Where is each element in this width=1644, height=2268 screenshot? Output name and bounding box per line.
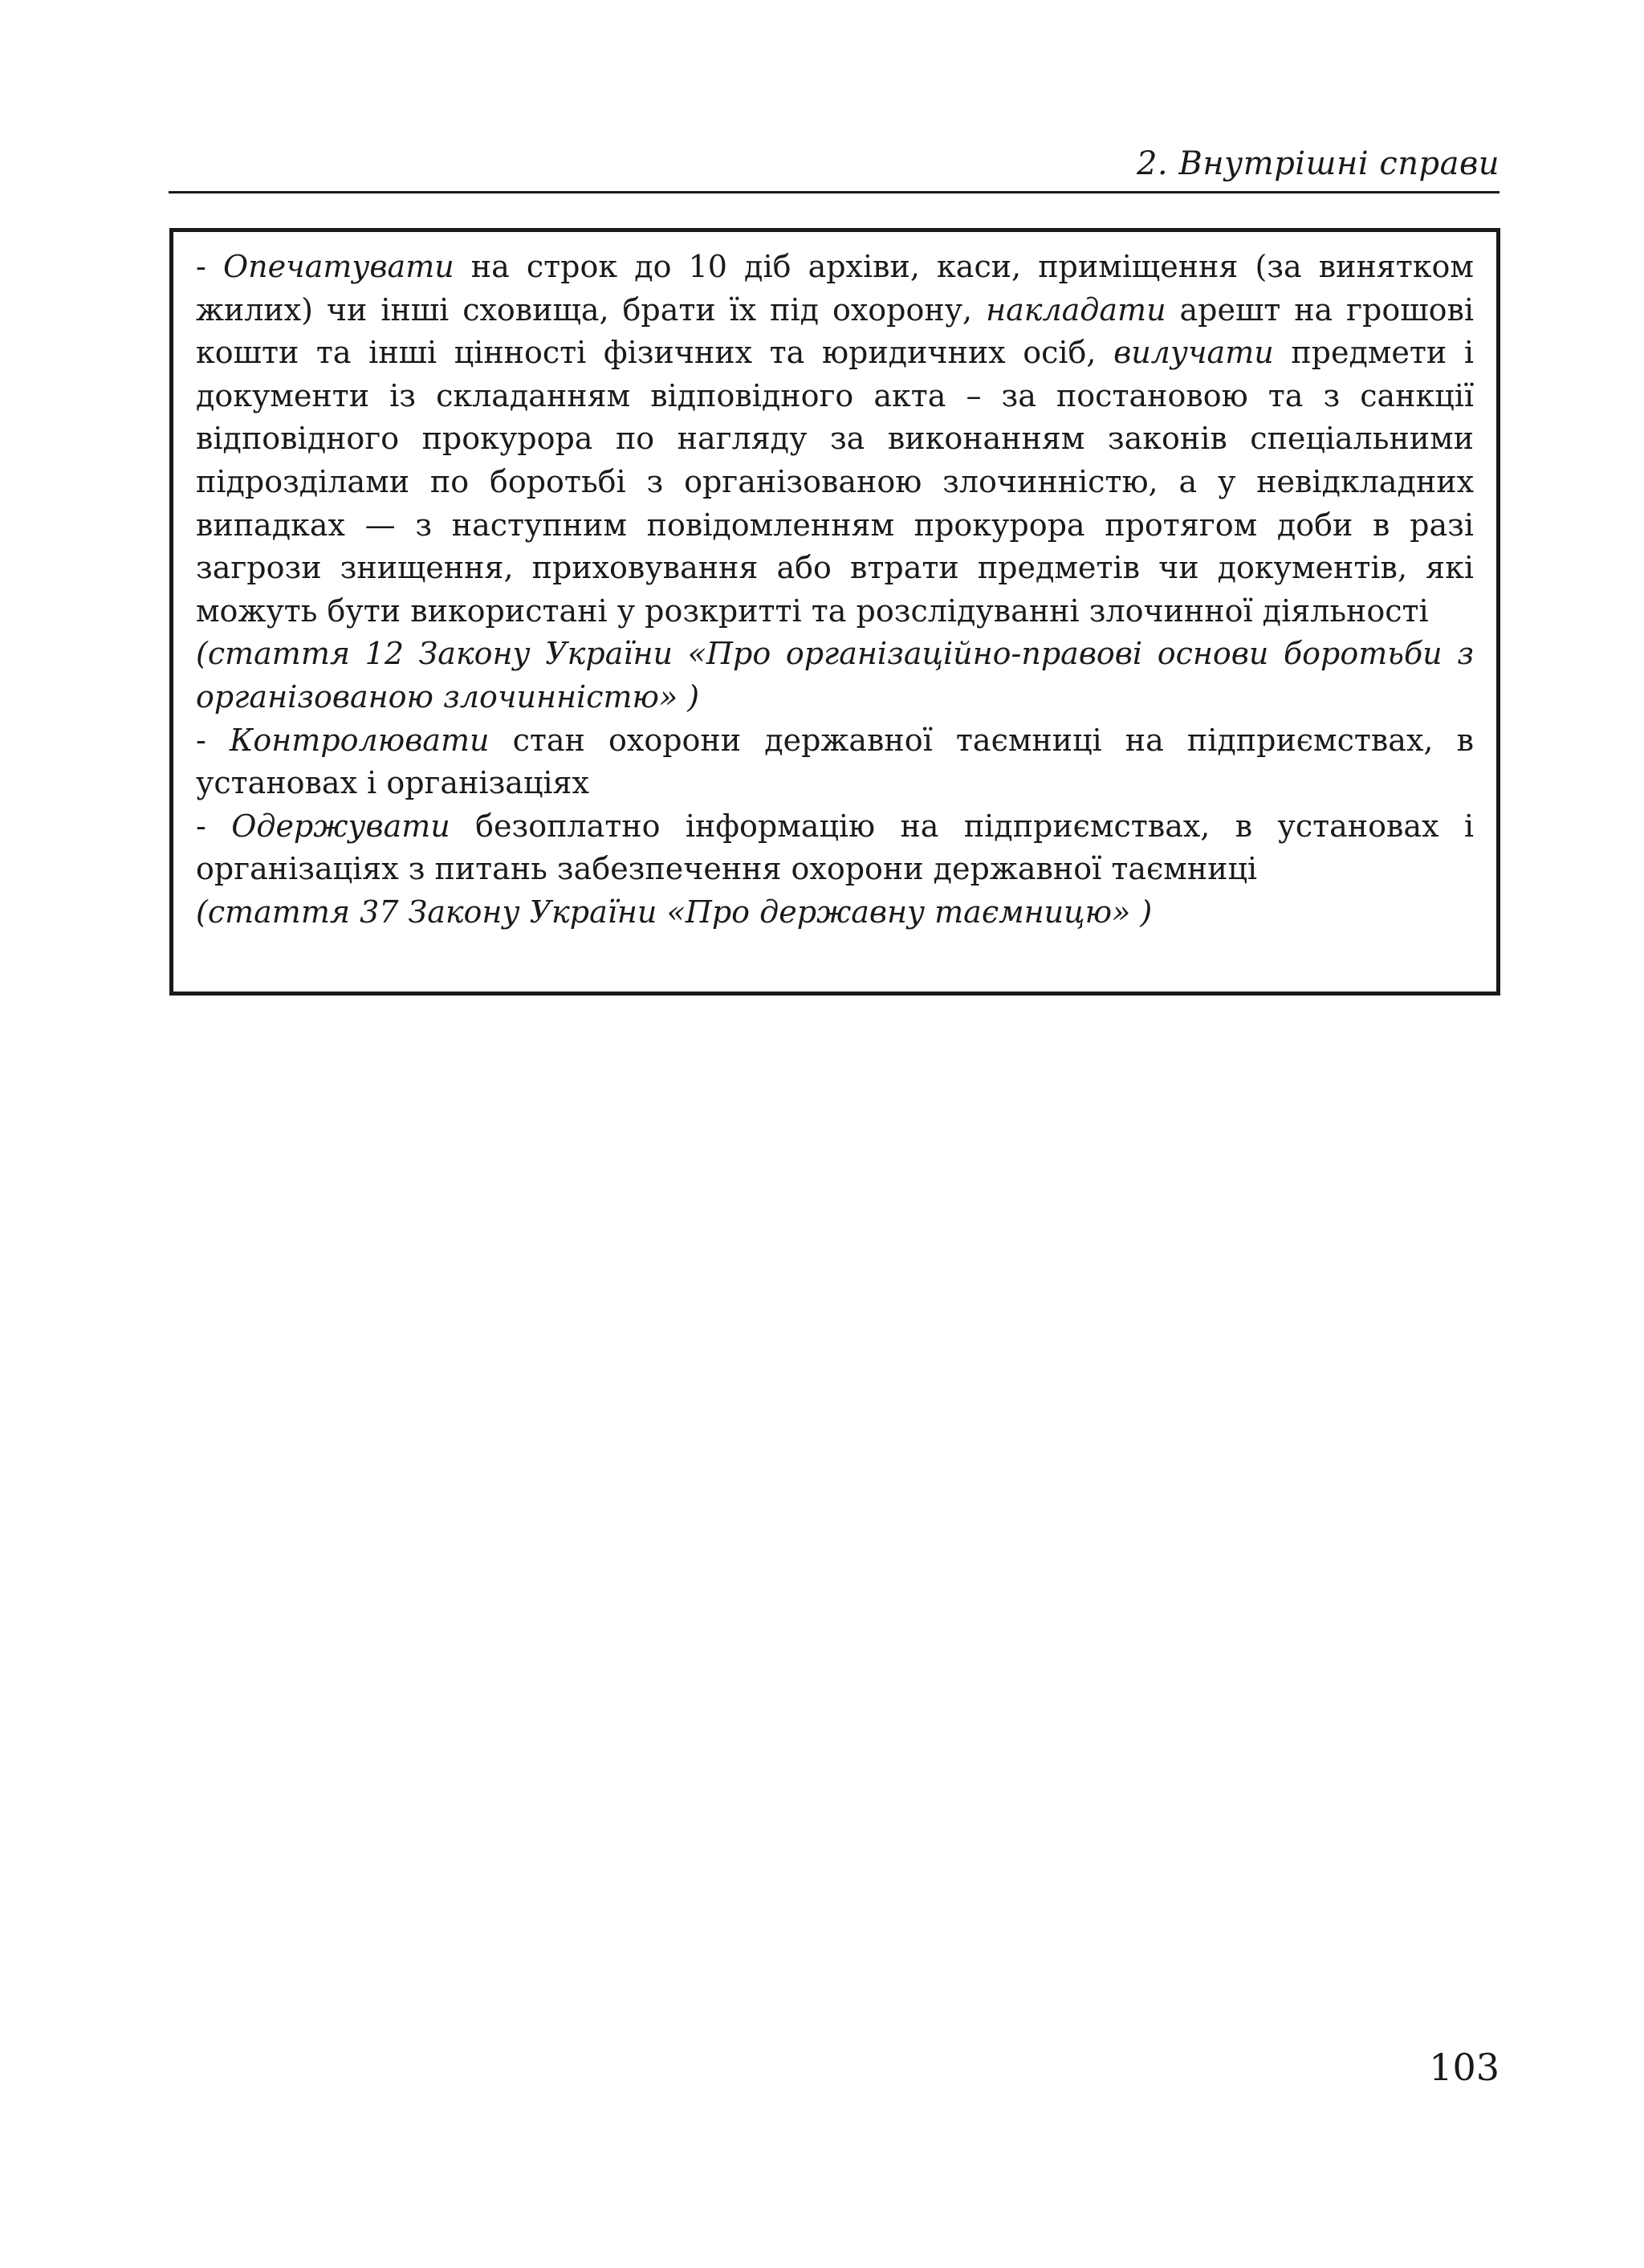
list-dash: - (196, 808, 232, 844)
list-dash: - (196, 722, 230, 758)
paragraph-text: предмети і документи із складанням відповідного акта – за постановою та з санкції відповідного прокурора по нагляду за виконанням законів спеціальними підрозділами по боротьбі з організованою злочинністю, а у невідкладних випадках — з наступним повідомленням прокурора протягом доби в разі загрози знищення, приховування або втрати предметів чи документів, які можуть бути використані у розкритті та розслідуванні злочинної діяльності (196, 335, 1474, 629)
running-header: 2. Внутрішні справи (1136, 145, 1500, 182)
emphasis-verb: вилучати (1113, 335, 1274, 371)
paragraph-control (196, 719, 1474, 805)
paragraph-text: стан охорони державної таємниці на підприємствах, в установах і організаціях (196, 722, 1474, 801)
paragraph-seal-seize (196, 246, 1474, 633)
page-number: 103 (1429, 2046, 1500, 2089)
content-box (169, 228, 1500, 996)
emphasis-verb: накладати (986, 291, 1166, 328)
emphasis-verb: Опечатувати (222, 249, 454, 284)
list-dash: - (196, 249, 223, 284)
emphasis-verb: Контролювати (229, 722, 490, 758)
paragraph-text: безоплатно інформацію на підприємствах, в установах і організаціях з питань забезпечення охорони державної таємниці (196, 808, 1475, 887)
law-citation-article-12: (стаття 12 Закону України «Про організаційно-правові основи боротьби з організованою злочинністю» ) (196, 636, 1474, 715)
paragraph-text: арешт на грошові кошти та інші цінності фізичних та юридичних осіб, (196, 291, 1475, 371)
paragraph-obtain (196, 805, 1474, 891)
law-citation-article-37: (стаття 37 Закону України «Про державну таємницю» ) (196, 894, 1153, 930)
emphasis-verb: Одержувати (231, 808, 450, 844)
paragraph-text: на строк до 10 діб архіви, каси, приміщення (за винятком жилих) чи інші сховища, брати їх під охорону, (196, 249, 1474, 328)
header-rule (169, 191, 1500, 193)
